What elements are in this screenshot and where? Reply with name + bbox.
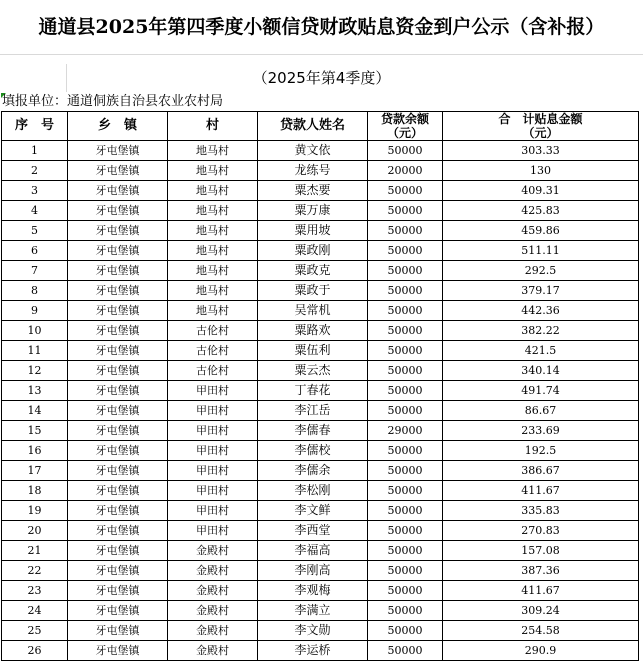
header-village: 村 (168, 112, 258, 141)
row-borrower-name: 李文鲜 (258, 501, 368, 521)
row-village: 甲田村 (168, 381, 258, 401)
row-subsidy-amount: 270.83 (443, 521, 639, 541)
row-serial: 16 (2, 441, 68, 461)
row-serial: 22 (2, 561, 68, 581)
reporting-unit: 填报单位：通道侗族自治县农业农村局 (2, 94, 224, 109)
row-village: 甲田村 (168, 481, 258, 501)
table-row (2, 321, 639, 341)
table-row (2, 541, 639, 561)
row-town: 牙屯堡镇 (68, 481, 168, 501)
row-village: 金殿村 (168, 581, 258, 601)
row-town: 牙屯堡镇 (68, 521, 168, 541)
table-row (2, 181, 639, 201)
table-row (2, 481, 639, 501)
row-loan-balance: 50000 (368, 521, 443, 541)
row-town: 牙屯堡镇 (68, 641, 168, 661)
table-row (2, 161, 639, 181)
row-village: 地马村 (168, 301, 258, 321)
row-serial: 20 (2, 521, 68, 541)
subsidy-table (1, 111, 639, 661)
row-serial: 6 (2, 241, 68, 261)
row-borrower-name: 李福高 (258, 541, 368, 561)
row-loan-balance: 50000 (368, 361, 443, 381)
row-subsidy-amount: 290.9 (443, 641, 639, 661)
row-loan-balance: 50000 (368, 221, 443, 241)
row-village: 地马村 (168, 281, 258, 301)
row-subsidy-amount: 425.83 (443, 201, 639, 221)
row-loan-balance: 50000 (368, 621, 443, 641)
table-row (2, 441, 639, 461)
page-subtitle: （2025年第4季度） (252, 69, 391, 87)
table-row (2, 341, 639, 361)
row-town: 牙屯堡镇 (68, 621, 168, 641)
row-loan-balance: 50000 (368, 341, 443, 361)
table-row (2, 461, 639, 481)
table-row (2, 261, 639, 281)
table-row (2, 201, 639, 221)
table-row (2, 301, 639, 321)
table-row (2, 141, 639, 161)
table-row (2, 641, 639, 661)
row-village: 古伦村 (168, 341, 258, 361)
row-subsidy-amount: 459.86 (443, 221, 639, 241)
row-serial: 21 (2, 541, 68, 561)
row-loan-balance: 50000 (368, 301, 443, 321)
row-subsidy-amount: 309.24 (443, 601, 639, 621)
row-subsidy-amount: 411.67 (443, 481, 639, 501)
row-borrower-name: 粟用坡 (258, 221, 368, 241)
row-village: 甲田村 (168, 421, 258, 441)
row-serial: 14 (2, 401, 68, 421)
row-borrower-name: 李刚高 (258, 561, 368, 581)
row-town: 牙屯堡镇 (68, 221, 168, 241)
row-village: 甲田村 (168, 521, 258, 541)
row-town: 牙屯堡镇 (68, 141, 168, 161)
row-borrower-name: 李松刚 (258, 481, 368, 501)
row-village: 地马村 (168, 261, 258, 281)
row-village: 金殿村 (168, 601, 258, 621)
row-borrower-name: 李儒余 (258, 461, 368, 481)
row-borrower-name: 李满立 (258, 601, 368, 621)
row-serial: 3 (2, 181, 68, 201)
row-loan-balance: 20000 (368, 161, 443, 181)
header-subsidy-amount: 合 计贴息金额 （元） (443, 112, 639, 141)
row-serial: 23 (2, 581, 68, 601)
row-serial: 13 (2, 381, 68, 401)
row-town: 牙屯堡镇 (68, 581, 168, 601)
row-loan-balance: 50000 (368, 441, 443, 461)
row-village: 金殿村 (168, 561, 258, 581)
row-subsidy-amount: 421.5 (443, 341, 639, 361)
row-borrower-name: 粟政刚 (258, 241, 368, 261)
row-village: 地马村 (168, 241, 258, 261)
row-serial: 1 (2, 141, 68, 161)
row-loan-balance: 50000 (368, 281, 443, 301)
row-borrower-name: 粟政克 (258, 261, 368, 281)
row-serial: 11 (2, 341, 68, 361)
row-serial: 17 (2, 461, 68, 481)
table-row (2, 561, 639, 581)
row-subsidy-amount: 382.22 (443, 321, 639, 341)
row-borrower-name: 粟伍利 (258, 341, 368, 361)
row-village: 金殿村 (168, 621, 258, 641)
row-town: 牙屯堡镇 (68, 261, 168, 281)
row-borrower-name: 粟杰要 (258, 181, 368, 201)
row-loan-balance: 50000 (368, 501, 443, 521)
row-subsidy-amount: 303.33 (443, 141, 639, 161)
row-borrower-name: 李儒春 (258, 421, 368, 441)
row-town: 牙屯堡镇 (68, 181, 168, 201)
row-borrower-name: 龙练号 (258, 161, 368, 181)
row-town: 牙屯堡镇 (68, 401, 168, 421)
row-loan-balance: 50000 (368, 561, 443, 581)
row-subsidy-amount: 130 (443, 161, 639, 181)
table-row (2, 221, 639, 241)
table-row (2, 361, 639, 381)
row-loan-balance: 50000 (368, 261, 443, 281)
row-subsidy-amount: 379.17 (443, 281, 639, 301)
header-serial: 序 号 (2, 112, 68, 141)
header-town: 乡 镇 (68, 112, 168, 141)
row-serial: 5 (2, 221, 68, 241)
row-village: 金殿村 (168, 541, 258, 561)
row-serial: 12 (2, 361, 68, 381)
row-loan-balance: 50000 (368, 641, 443, 661)
header-loan-balance: 贷款余额 （元） (368, 112, 443, 141)
row-loan-balance: 50000 (368, 201, 443, 221)
row-borrower-name: 吴常机 (258, 301, 368, 321)
table-row (2, 581, 639, 601)
table-row (2, 601, 639, 621)
row-village: 古伦村 (168, 321, 258, 341)
row-town: 牙屯堡镇 (68, 601, 168, 621)
row-serial: 19 (2, 501, 68, 521)
row-serial: 15 (2, 421, 68, 441)
table-row (2, 421, 639, 441)
row-town: 牙屯堡镇 (68, 281, 168, 301)
row-borrower-name: 李江岳 (258, 401, 368, 421)
row-village: 地马村 (168, 221, 258, 241)
row-serial: 2 (2, 161, 68, 181)
row-village: 地马村 (168, 181, 258, 201)
row-subsidy-amount: 233.69 (443, 421, 639, 441)
row-loan-balance: 50000 (368, 381, 443, 401)
row-loan-balance: 50000 (368, 181, 443, 201)
row-town: 牙屯堡镇 (68, 301, 168, 321)
row-loan-balance: 50000 (368, 601, 443, 621)
row-subsidy-amount: 511.11 (443, 241, 639, 261)
row-loan-balance: 50000 (368, 461, 443, 481)
row-borrower-name: 粟云杰 (258, 361, 368, 381)
row-town: 牙屯堡镇 (68, 321, 168, 341)
row-village: 地马村 (168, 141, 258, 161)
row-borrower-name: 丁春花 (258, 381, 368, 401)
row-serial: 8 (2, 281, 68, 301)
table-row (2, 501, 639, 521)
row-borrower-name: 李运桥 (258, 641, 368, 661)
row-town: 牙屯堡镇 (68, 461, 168, 481)
row-subsidy-amount: 409.31 (443, 181, 639, 201)
row-borrower-name: 粟万康 (258, 201, 368, 221)
row-subsidy-amount: 491.74 (443, 381, 639, 401)
row-loan-balance: 50000 (368, 241, 443, 261)
row-serial: 25 (2, 621, 68, 641)
row-serial: 26 (2, 641, 68, 661)
row-serial: 10 (2, 321, 68, 341)
row-subsidy-amount: 442.36 (443, 301, 639, 321)
row-subsidy-amount: 86.67 (443, 401, 639, 421)
row-loan-balance: 50000 (368, 401, 443, 421)
row-village: 甲田村 (168, 501, 258, 521)
row-town: 牙屯堡镇 (68, 421, 168, 441)
row-serial: 4 (2, 201, 68, 221)
row-village: 甲田村 (168, 461, 258, 481)
row-town: 牙屯堡镇 (68, 241, 168, 261)
row-subsidy-amount: 335.83 (443, 501, 639, 521)
page-title: 通道县2025年第四季度小额信贷财政贴息资金到户公示（含补报） (0, 8, 643, 55)
row-village: 甲田村 (168, 401, 258, 421)
row-village: 金殿村 (168, 641, 258, 661)
row-borrower-name: 粟路欢 (258, 321, 368, 341)
table-row (2, 621, 639, 641)
row-village: 地马村 (168, 201, 258, 221)
row-subsidy-amount: 292.5 (443, 261, 639, 281)
header-borrower-name: 贷款人姓名 (258, 112, 368, 141)
row-borrower-name: 李儒校 (258, 441, 368, 461)
row-town: 牙屯堡镇 (68, 501, 168, 521)
row-town: 牙屯堡镇 (68, 381, 168, 401)
row-loan-balance: 50000 (368, 321, 443, 341)
row-serial: 7 (2, 261, 68, 281)
row-borrower-name: 黄文依 (258, 141, 368, 161)
row-town: 牙屯堡镇 (68, 361, 168, 381)
row-town: 牙屯堡镇 (68, 441, 168, 461)
row-subsidy-amount: 386.67 (443, 461, 639, 481)
row-loan-balance: 50000 (368, 141, 443, 161)
row-subsidy-amount: 411.67 (443, 581, 639, 601)
row-village: 地马村 (168, 161, 258, 181)
row-village: 甲田村 (168, 441, 258, 461)
row-subsidy-amount: 254.58 (443, 621, 639, 641)
row-town: 牙屯堡镇 (68, 161, 168, 181)
row-subsidy-amount: 192.5 (443, 441, 639, 461)
row-borrower-name: 李西堂 (258, 521, 368, 541)
table-row (2, 241, 639, 261)
table-row (2, 521, 639, 541)
row-serial: 24 (2, 601, 68, 621)
row-borrower-name: 李文勋 (258, 621, 368, 641)
row-borrower-name: 粟政于 (258, 281, 368, 301)
table-row (2, 381, 639, 401)
row-borrower-name: 李观梅 (258, 581, 368, 601)
row-village: 古伦村 (168, 361, 258, 381)
row-loan-balance: 50000 (368, 541, 443, 561)
row-town: 牙屯堡镇 (68, 341, 168, 361)
row-subsidy-amount: 387.36 (443, 561, 639, 581)
table-header-row (2, 112, 639, 141)
table-row (2, 281, 639, 301)
table-body (2, 141, 639, 661)
row-subsidy-amount: 157.08 (443, 541, 639, 561)
row-town: 牙屯堡镇 (68, 541, 168, 561)
row-loan-balance: 50000 (368, 481, 443, 501)
row-town: 牙屯堡镇 (68, 201, 168, 221)
row-loan-balance: 29000 (368, 421, 443, 441)
row-subsidy-amount: 340.14 (443, 361, 639, 381)
row-serial: 9 (2, 301, 68, 321)
table-row (2, 401, 639, 421)
row-loan-balance: 50000 (368, 581, 443, 601)
row-town: 牙屯堡镇 (68, 561, 168, 581)
row-serial: 18 (2, 481, 68, 501)
